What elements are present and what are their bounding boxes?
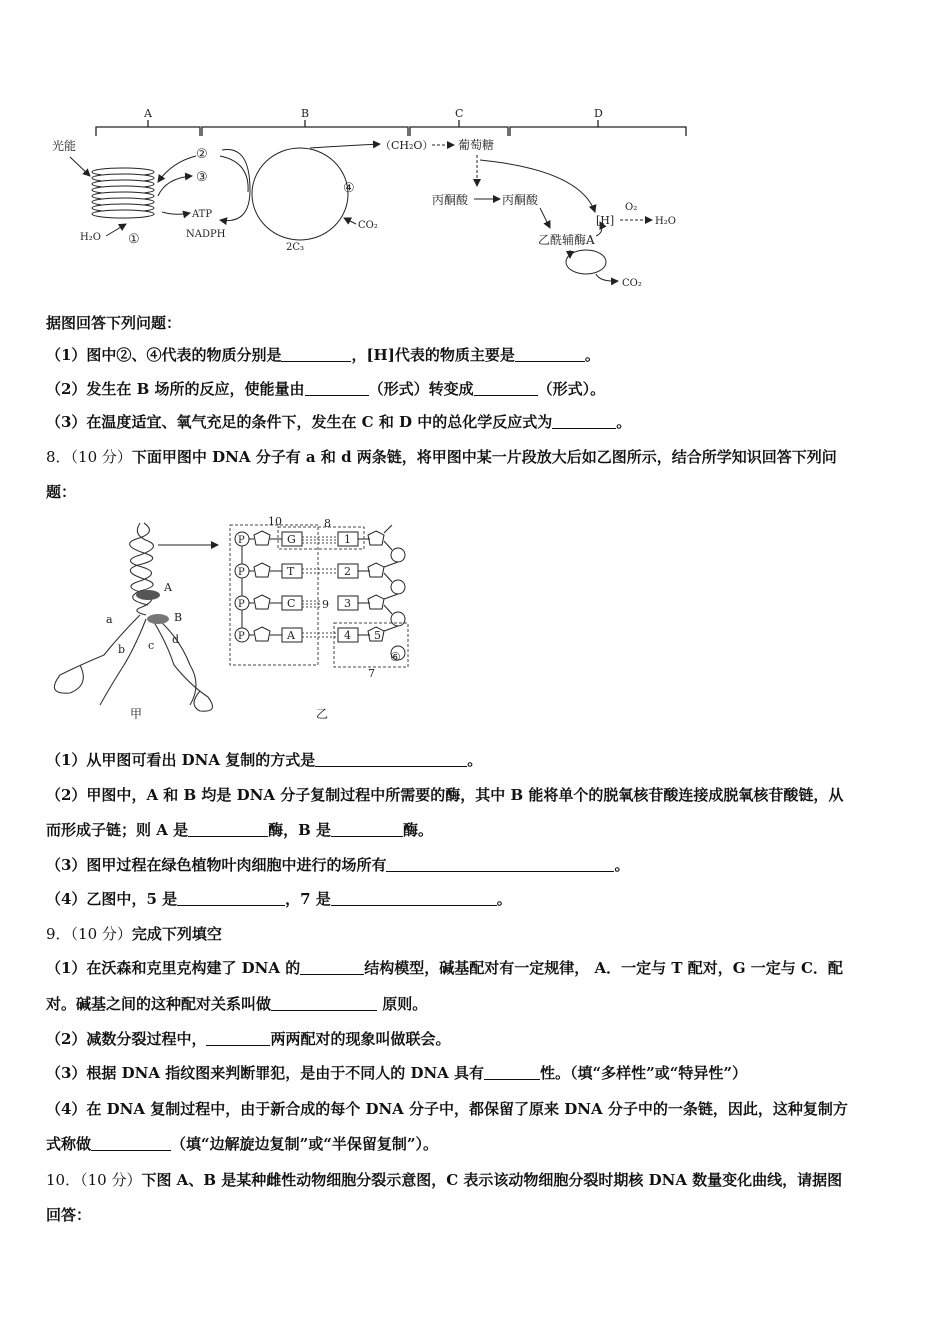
q8-p4-blank-2[interactable]: [331, 891, 497, 906]
grana-stack: [92, 168, 154, 218]
yi-label-7: 7: [368, 667, 375, 680]
q8-p1-suffix: 。: [467, 751, 483, 769]
q8-p3-blank[interactable]: [386, 857, 614, 872]
q7-p2-blank-1[interactable]: [305, 381, 369, 396]
h-label: [H]: [596, 214, 615, 227]
base-right-4: 4: [344, 629, 351, 642]
ch2o-label: （CH₂O）: [380, 139, 434, 152]
q9-part4-line2: [46, 1133, 910, 1155]
phosphate-2: P: [238, 567, 245, 578]
bracket-A: A: [144, 107, 152, 120]
q8-p4-suffix: 。: [496, 890, 512, 908]
light-label: 光能: [52, 139, 77, 153]
q8-p2-mid: 酶，B 是: [268, 821, 331, 839]
label-3: ③: [196, 170, 208, 185]
jia-label-b: b: [118, 643, 126, 656]
q8-part3: [46, 854, 910, 876]
jia-label-B: B: [174, 611, 183, 624]
q7-p3-prefix: （3）在温度适宜、氧气充足的条件下，发生在 C 和 D 中的总化学反应式为: [46, 413, 553, 431]
q9-number: 9．（10 分）: [46, 925, 132, 943]
acetyl-coa-label: 乙酰辅酶A: [538, 233, 595, 247]
jia-label-a: a: [106, 613, 113, 626]
phosphate-4: P: [238, 631, 245, 642]
q8-p2-blank-2[interactable]: [331, 822, 403, 837]
base-right-1: 1: [344, 533, 351, 546]
q10-stem-1: 下图 A、B 是某种雌性动物细胞分裂示意图，C 表示该动物细胞分裂时期核 DNA 数量变化曲线，请据图: [141, 1171, 843, 1189]
q7-part2: [46, 378, 910, 400]
q7-part3: [46, 411, 910, 433]
label-2: ②: [196, 147, 208, 162]
q9-p1-blank[interactable]: [300, 960, 364, 975]
q9-p1b-suffix: 原则。: [377, 995, 428, 1013]
q8-part4: [46, 888, 910, 910]
q9-p3-prefix: （3）根据 DNA 指纹图来判断罪犯，是由于不同人的 DNA 具有: [46, 1064, 485, 1082]
q7-p1-prefix: （1）图中②、④代表的物质分别是: [46, 346, 282, 364]
q9-part1-line1: [46, 957, 910, 979]
co2-in-label: CO₂: [358, 220, 378, 231]
q9-p4-suffix: （填“边解旋边复制”或“半保留复制”）。: [171, 1135, 439, 1153]
caption-jia: 甲: [130, 707, 143, 721]
base-right-2: 2: [344, 565, 351, 578]
q9-part4-line1: （4）在 DNA 复制过程中，由于新合成的每个 DNA 分子中，都保留了原来 DNA 分子中的一条链，因此，这种复制方: [46, 1100, 848, 1118]
q8-p2-blank-1[interactable]: [188, 822, 268, 837]
yi-label-8: 8: [324, 517, 331, 530]
q8-p2-suffix: 酶。: [403, 821, 434, 839]
q7-p2-mid: （形式）转变成: [368, 380, 474, 398]
yi-label-10: 10: [268, 515, 282, 528]
bracket-D: D: [594, 107, 603, 120]
base-left-3: C: [287, 597, 296, 610]
pyruvate-1-label: 丙酮酸: [432, 193, 469, 207]
q7-p1-mid: ，[H]代表的物质主要是: [351, 346, 515, 364]
dna-replication-figure: [40, 515, 420, 725]
q9-part2: [46, 1028, 910, 1050]
q8-part1: [46, 749, 910, 771]
q8-number: 8．（10 分）: [46, 448, 132, 466]
q9-p1b-blank[interactable]: [271, 996, 377, 1011]
q7-p3-suffix: 。: [616, 413, 632, 431]
yi-label-6: ⑥: [390, 650, 401, 664]
q9-p2-suffix: 两两配对的现象叫做联会。: [270, 1030, 451, 1048]
q9-p3-blank[interactable]: [484, 1065, 540, 1080]
q9-p2-prefix: （2）减数分裂过程中，: [46, 1030, 207, 1048]
q9-part1-line2: [46, 993, 910, 1015]
q10-stem-line1: [46, 1169, 910, 1191]
jia-label-d: d: [172, 633, 180, 646]
q10-number: 10．（10 分）: [46, 1171, 142, 1189]
h2o-out-label: H₂O: [655, 216, 676, 227]
jia-label-A: A: [164, 581, 172, 594]
q9-p1b-prefix: 对。碱基之间的这种配对关系叫做: [46, 995, 272, 1013]
enzyme-B-shape: [147, 614, 169, 624]
q7-p2-prefix: （2）发生在 B 场所的反应，使能量由: [46, 380, 305, 398]
q7-p3-blank[interactable]: [552, 414, 616, 429]
q7-p1-suffix: 。: [584, 346, 600, 364]
q8-p4-blank-1[interactable]: [177, 891, 285, 906]
q8-p1-blank[interactable]: [315, 752, 467, 767]
label-4: ④: [343, 181, 355, 196]
q7-p1-blank-1[interactable]: [281, 347, 351, 362]
q10-stem-2: 回答：: [46, 1206, 92, 1224]
q9-p1-prefix: （1）在沃森和克里克构建了 DNA 的: [46, 959, 301, 977]
base-left-1: G: [287, 533, 296, 546]
q7-p2-blank-2[interactable]: [474, 381, 538, 396]
q8-stem-1: 下面甲图中 DNA 分子有 a 和 d 两条链，将甲图中某一片段放大后如乙图所示，结合所学知识回答下列问: [131, 448, 837, 466]
q8-p1-prefix: （1）从甲图可看出 DNA 复制的方式是: [46, 751, 316, 769]
base-left-2: T: [287, 565, 295, 578]
yi-label-9: 9: [322, 598, 329, 611]
jia-label-c: c: [148, 639, 155, 652]
photosynthesis-respiration-figure: [40, 100, 700, 300]
q7-part1: [46, 344, 910, 366]
q8-part2-line2: [46, 819, 910, 841]
q8-stem-2: 题：: [46, 483, 77, 501]
phosphate-1: P: [238, 535, 245, 546]
q8-part2-line1: （2）甲图中，A 和 B 均是 DNA 分子复制过程中所需要的酶，其中 B 能将单个的脱氧核苷酸连接成脱氧核苷酸链，从: [46, 786, 844, 804]
q8-p3-prefix: （3）图甲过程在绿色植物叶肉细胞中进行的场所有: [46, 856, 387, 874]
q9-p2-blank[interactable]: [206, 1031, 270, 1046]
q9-p1-suffix: 结构模型，碱基配对有一定规律， A．一定与 T 配对，G 一定与 C．配: [364, 959, 843, 977]
q9-p3-suffix: 性。（填“多样性”或“特异性”）: [540, 1064, 748, 1082]
q9-p4-blank[interactable]: [91, 1136, 171, 1151]
q7-p1-blank-2[interactable]: [515, 347, 585, 362]
q9-stem-text: 完成下列填空: [131, 925, 222, 943]
o2-label: O₂: [625, 202, 638, 213]
q7-intro: 据图回答下列问题：: [46, 314, 182, 332]
q7-p2-suffix: （形式）。: [537, 380, 606, 398]
pyruvate-2-label: 丙酮酸: [502, 193, 539, 207]
caption-yi: 乙: [316, 707, 329, 721]
q8-p3-suffix: 。: [614, 856, 630, 874]
base-right-3: 3: [344, 597, 351, 610]
co2-out-label: CO₂: [622, 278, 642, 289]
nadph-label: NADPH: [186, 229, 226, 240]
bracket-B: B: [301, 107, 310, 120]
yi-label-5: 5: [374, 629, 381, 642]
q8-p2-prefix: 而形成子链；则 A 是: [46, 821, 189, 839]
bracket-C: C: [455, 107, 464, 120]
q9-stem: [46, 923, 910, 945]
q8-p4-mid: ，7 是: [285, 890, 331, 908]
enzyme-A-shape: [136, 590, 160, 600]
label-1: ①: [128, 232, 140, 247]
h2o-in-label: H₂O: [80, 232, 101, 243]
q8-p4-prefix: （4）乙图中，5 是: [46, 890, 178, 908]
jia-dna-coil: [54, 523, 212, 711]
q8-stem-line1: [46, 446, 910, 468]
q9-part3: [46, 1062, 910, 1084]
glucose-label: 葡萄糖: [458, 138, 495, 152]
c3-label: 2C₃: [286, 242, 305, 253]
atp-label: ATP: [192, 209, 213, 220]
base-left-4: A: [287, 629, 295, 642]
q9-p4-prefix: 式称做: [46, 1135, 92, 1153]
phosphate-3: P: [238, 599, 245, 610]
